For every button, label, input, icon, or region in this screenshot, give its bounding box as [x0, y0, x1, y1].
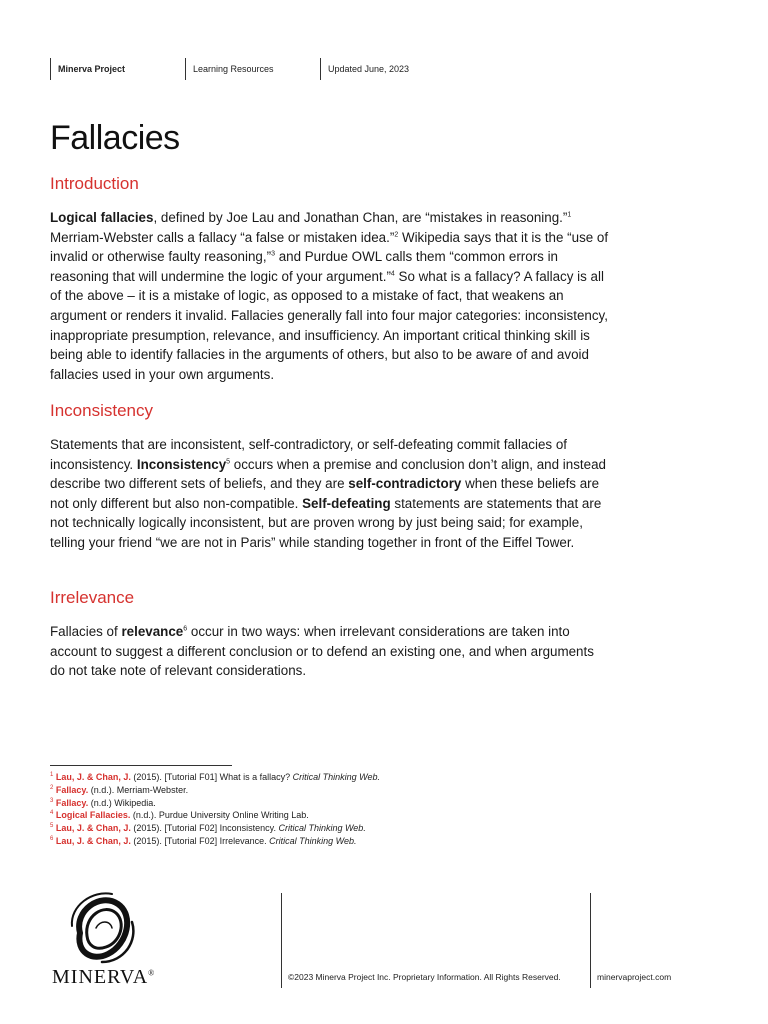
footnote-4 [50, 809, 380, 822]
footnote-2 [50, 784, 380, 797]
footnote-source: Critical Thinking Web. [292, 772, 380, 782]
footnote-text: (2015). [Tutorial F02] Inconsistency. [130, 823, 279, 834]
footnote-text: (2015). [Tutorial F01] What is a fallacy? [130, 772, 293, 782]
footnote-marker-3: 3 [271, 250, 275, 258]
footer-divider-left [281, 893, 282, 988]
footnote-link[interactable]: Fallacy. [55, 784, 89, 795]
paragraph-introduction [50, 208, 610, 384]
footnote-link[interactable]: Fallacy. [55, 797, 89, 808]
footnote-text: (n.d.) Wikipedia. [88, 797, 156, 808]
header-org: Minerva Project [50, 58, 125, 80]
footnote-text: (n.d.). Purdue University Online Writing Lab. [130, 810, 309, 821]
header-updated: Updated June, 2023 [320, 58, 409, 80]
irrelevance-text-1: Fallacies of [50, 624, 122, 639]
footnote-6 [50, 835, 380, 848]
paragraph-irrelevance [50, 622, 610, 681]
footer-website-link[interactable]: minervaproject.com [597, 972, 672, 982]
page-title: Fallacies [50, 119, 180, 157]
header-section: Learning Resources [185, 58, 274, 80]
term-self-defeating: Self-defeating [302, 495, 391, 511]
heading-irrelevance: Irrelevance [50, 588, 135, 607]
footnote-5 [50, 822, 380, 835]
footnote-source: Critical Thinking Web. [278, 823, 366, 834]
term-self-contradictory: self-contradictory [348, 476, 462, 492]
footnote-marker-2: 2 [394, 231, 399, 239]
inconsistency-text-3: when these beliefs are not only different but also non-compatible. [50, 476, 600, 511]
irrelevance-text-2: occur in two ways: when irrelevant considerations are taken into account to suggest a different conclusion or to defend an existing one, and when arguments do not take note of relevant considerations. [50, 624, 594, 679]
term-relevance: relevance [121, 624, 184, 639]
footnote-link[interactable]: Lau, J. & Chan, J. [55, 835, 131, 846]
footnote-number: 2 [50, 784, 54, 791]
footnote-number: 5 [50, 823, 54, 830]
intro-text-3: Wikipedia says that it is the “use of invalid or otherwise faulty reasoning,” [50, 229, 609, 265]
footnote-number: 3 [50, 797, 54, 804]
footnote-link[interactable]: Logical Fallacies. [55, 810, 131, 821]
registered-mark: ® [148, 968, 156, 978]
footnote-number: 6 [50, 835, 54, 842]
term-inconsistency: Inconsistency [136, 456, 227, 472]
inconsistency-text-4: statements are statements that are not technically logically inconsistent, but are proven wrong by just being said; for example, telling your friend “we are not in Paris” while standing together in front of the Eiffel Tower. [50, 495, 602, 550]
intro-text-1: , defined by Joe Lau and Jonathan Chan, are “mistakes in reasoning.” [153, 210, 568, 225]
intro-text-2: Merriam-Webster calls a fallacy “a false or mistaken idea.” [50, 229, 395, 245]
footnote-text: (2015). [Tutorial F02] Irrelevance. [130, 835, 270, 846]
footnote-number: 1 [50, 772, 54, 778]
inconsistency-text-1: Statements that are inconsistent, self-contradictory, or self-defeating commit fallacies of inconsistency. [50, 437, 568, 472]
footnote-link[interactable]: Lau, J. & Chan, J. [55, 823, 131, 834]
footnote-marker-6: 6 [183, 625, 188, 633]
footnote-3 [50, 797, 380, 810]
footnote-link[interactable]: Lau, J. & Chan, J. [55, 772, 131, 782]
term-logical-fallacies: Logical fallacies [50, 210, 154, 225]
inconsistency-text-2: occurs when a premise and conclusion don’t align, and instead describe two different sets of beliefs, and they are [50, 456, 606, 492]
footnote-marker-1: 1 [567, 211, 572, 219]
logo-name: MINERVA [52, 966, 149, 988]
footnote-marker-4: 4 [390, 270, 395, 278]
heading-inconsistency: Inconsistency [50, 401, 153, 420]
footnote-number: 4 [50, 810, 54, 817]
footer-divider-right [590, 893, 591, 988]
paragraph-inconsistency [50, 435, 610, 553]
intro-text-4: and Purdue OWL calls them “common errors in reasoning that will undermine the logic of your argument.” [50, 249, 559, 284]
footer-copyright: ©2023 Minerva Project Inc. Proprietary Information. All Rights Reserved. [288, 972, 561, 982]
footnote-1 [50, 771, 380, 784]
intro-text-5: So what is a fallacy? A fallacy is all of the above – it is a mistake of logic, as opposed to a mistake of fact, that weakens an argument or renders it invalid. Fallacies generally fall into four major categories: inconsistency, inappropriate presumption, relevance, and insufficiency. An important critical thinking skill is being able to identify fallacies in the arguments of others, but also to be aware of and avoid fallacies used in your own arguments. [50, 268, 608, 382]
footnote-divider [50, 765, 232, 766]
footnotes [50, 771, 380, 848]
minerva-wordmark [52, 966, 155, 989]
footnote-source: Critical Thinking Web. [269, 835, 357, 846]
heading-introduction: Introduction [50, 174, 139, 193]
footnote-marker-5: 5 [226, 458, 231, 466]
footnote-text: (n.d.). Merriam-Webster. [88, 784, 189, 795]
